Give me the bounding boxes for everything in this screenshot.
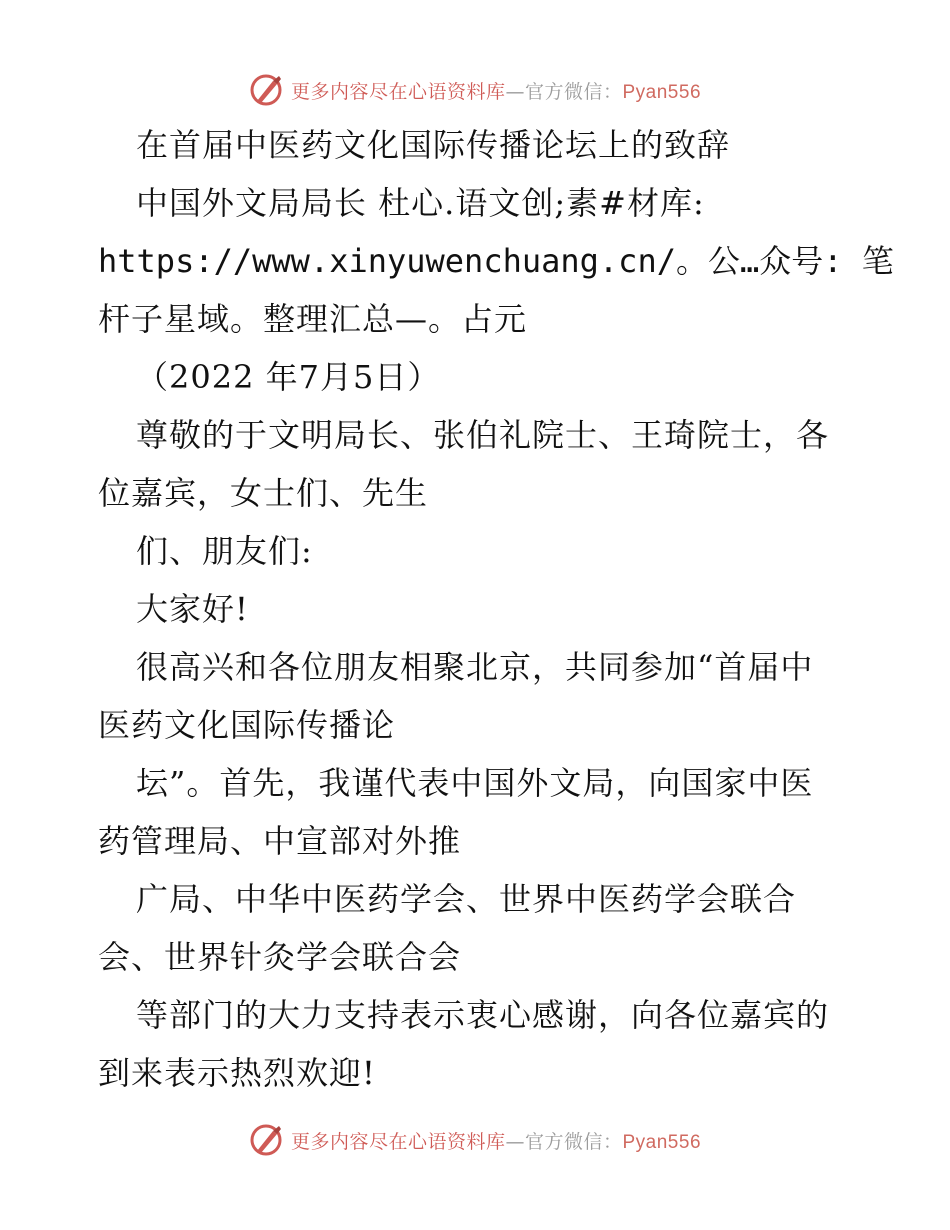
watermark-contact-label: 官方微信： — [524, 1130, 623, 1153]
footer-watermark — [0, 1118, 950, 1162]
watermark-text — [291, 77, 701, 104]
watermark-dash: — — [505, 1130, 525, 1153]
document-title: 在首届中医药文化国际传播论坛上的致辞 — [136, 126, 731, 164]
salutation-line-3: 们、朋友们: — [136, 532, 313, 570]
paragraph-line: 等部门的大力支持表示衷心感谢，向各位嘉宾的 — [136, 996, 830, 1034]
watermark-contact-label: 官方微信： — [524, 80, 623, 103]
watermark-text — [291, 1127, 701, 1154]
watermark-site: 更多内容尽在心语资料库 — [290, 1130, 506, 1153]
salutation-line-2: 位嘉宾，女士们、先生 — [98, 474, 429, 512]
watermark-contact-handle: Pyan556 — [622, 1131, 702, 1153]
quill-pen-logo-icon — [249, 72, 285, 108]
watermark-site: 更多内容尽在心语资料库 — [290, 80, 506, 103]
paragraph-line: 到来表示热烈欢迎! — [98, 1054, 376, 1092]
quill-pen-logo-icon — [249, 1122, 285, 1158]
date-line: （2022 年7月5日） — [136, 358, 441, 396]
watermark-dash: — — [505, 80, 525, 103]
paragraph-line: 会、世界针灸学会联合会 — [98, 938, 462, 976]
paragraph-line: 很高兴和各位朋友相聚北京，共同参加“首届中 — [136, 648, 814, 686]
document-body — [98, 116, 894, 1102]
source-note-line: 杆子星域。整理汇总—。占元 — [98, 300, 528, 338]
source-url-line: https://www.xinyuwenchuang.cn/。公…众号: 笔 — [98, 242, 894, 280]
watermark-contact-handle: Pyan556 — [622, 81, 702, 103]
author-line: 中国外文局局长 杜心.语文创;素#材库: — [136, 184, 705, 222]
paragraph-line: 坛”。首先，我谨代表中国外文局，向国家中医 — [136, 764, 814, 802]
paragraph-line: 广局、中华中医药学会、世界中医药学会联合 — [136, 880, 797, 918]
greeting-line: 大家好! — [136, 590, 249, 628]
paragraph-line: 药管理局、中宣部对外推 — [98, 822, 462, 860]
salutation-line-1: 尊敬的于文明局长、张伯礼院士、王琦院士，各 — [136, 416, 830, 454]
header-watermark — [0, 68, 950, 112]
paragraph-line: 医药文化国际传播论 — [98, 706, 396, 744]
